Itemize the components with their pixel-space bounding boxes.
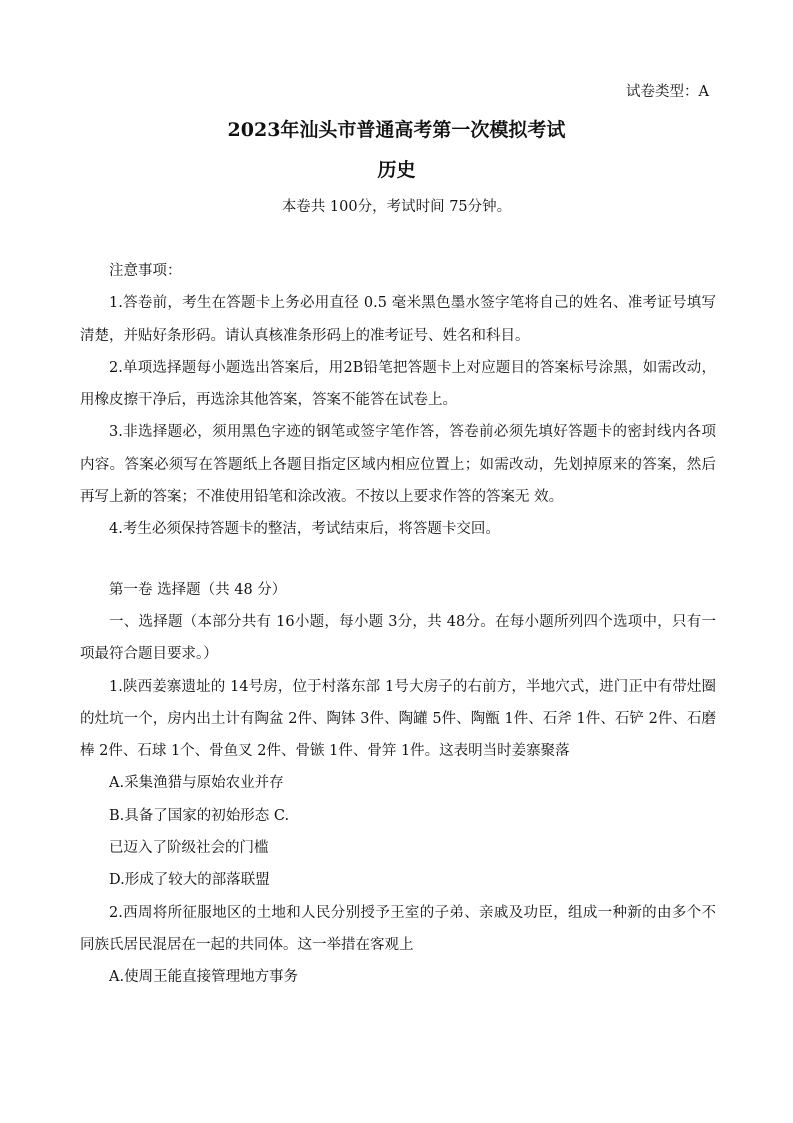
exam-type-label: 试卷类型：A [626,84,709,100]
question-option: D.形成了较大的部落联盟 [109,872,270,889]
question-option: A.采集渔猎与原始农业并存 [109,775,284,792]
notice-item: 3.非选择题必，须用黑色字迹的钢笔或签字笔作答，答卷前必须先填好答题卡的密封线内各项内容。答案必须写在答题纸上各题目指定区域内相应位置上；如需改动，先划掉原来的答案，然后再写上新的答案；不准使用铅笔和涂改液。不按以上要求作答的答案无 效。 [80,424,716,506]
exam-body [80,255,716,994]
question-option: A.使周王能直接管理地方事务 [109,969,299,986]
section-spacer [80,546,716,574]
subject-title: 历史 [377,159,416,181]
section-instruction: 一、选择题（本部分共有 16小题，每小题 3分，共 48分。在每小题所列四个选项中，只有一项最符合题目要求。） [80,613,716,663]
question-stem: 1.陕西姜寨遗址的 14号房，位于村落东部 1号大房子的右前方，半地穴式，进门正中有带灶圈的灶坑一个，房内出土计有陶盆 2件、陶钵 3件、陶罐 5件、陶甑 1件、石斧 1件、石铲 2件、石磨棒 2件、石球 1个、骨鱼叉 2件、骨镞 1件、骨笄 1件。这表明当时姜寨聚落 [80,678,716,760]
exam-meta: 本卷共 100分，考试时间 75分钟。 [281,199,512,215]
notice-item: 2.单项选择题每小题选出答案后，用2B铅笔把答题卡上对应题目的答案标号涂黑，如需改动，用橡皮擦干净后，再选涂其他答案，答案不能答在试卷上。 [80,359,716,409]
question-option: B.具备了国家的初始形态 C. [109,807,290,824]
notice-heading: 注意事项： [109,263,182,279]
section-title: 第一卷 选择题（共 48 分） [109,581,287,598]
notice-item: 4.考生必须保持答题卡的整洁，考试结束后，将答题卡交回。 [109,521,500,538]
exam-title: 2023年汕头市普通高考第一次模拟考试 [227,119,566,141]
question-stem: 2.西周将所征服地区的土地和人民分别授予王室的子弟、亲戚及功臣，组成一种新的由多个不同族氏居民混居在一起的共同体。这一举措在客观上 [80,904,716,953]
question-option: 已迈入了阶级社会的门槛 [109,840,269,857]
notice-item: 1.答卷前，考生在答题卡上务必用直径 0.5 毫米黑色墨水签字笔将自己的姓名、准考证号填写清楚，并贴好条形码。请认真核准条形码上的准考证号、姓名和科目。 [80,295,716,344]
